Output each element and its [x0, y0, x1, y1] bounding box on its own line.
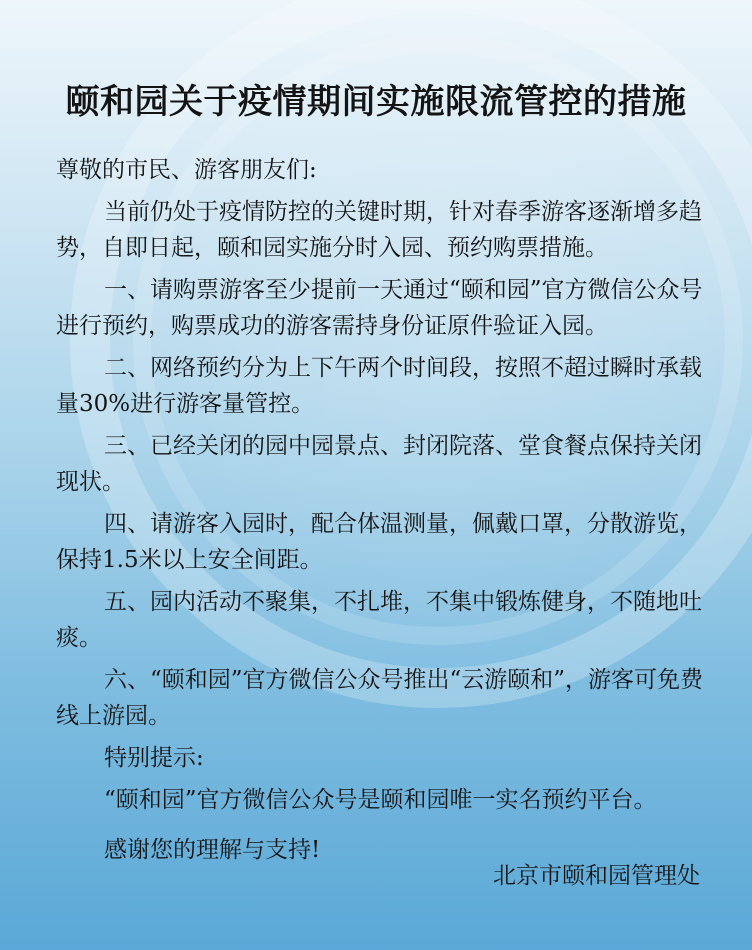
measure-2: 二、网络预约分为上下午两个时间段，按照不超过瞬时承载量30%进行游客量管控。	[56, 355, 702, 417]
measure-1: 一、请购票游客至少提前一天通过“颐和园”官方微信公众号进行预约，购票成功的游客需持身份证原件验证入园。	[56, 277, 703, 339]
greeting: 尊敬的市民、游客朋友们:	[56, 157, 317, 183]
measure-6: 六、“颐和园”官方微信公众号推出“云游颐和”，游客可免费线上游园。	[56, 667, 704, 729]
measure-5: 五、园内活动不聚集，不扎堆，不集中锻炼健身，不随地吐痰。	[56, 589, 702, 651]
notice-body	[56, 152, 706, 868]
thanks: 感谢您的理解与支持!	[104, 837, 321, 863]
measure-3: 三、已经关闭的园中园景点、封闭院落、堂食餐点保持关闭现状。	[56, 433, 702, 495]
intro-paragraph: 当前仍处于疫情防控的关键时期，针对春季游客逐渐增多趋势，自即日起，颐和园实施分时入园、预约购票措施。	[56, 199, 702, 261]
special-label: 特别提示:	[104, 745, 204, 771]
notice-title: 颐和园关于疫情期间实施限流管控的措施	[65, 82, 687, 122]
measure-4: 四、请游客入园时，配合体温测量，佩戴口罩，分散游览，保持1.5米以上安全间距。	[56, 511, 702, 573]
special-text: “颐和园”官方微信公众号是颐和园唯一实名预约平台。	[104, 787, 657, 813]
signature: 北京市颐和园管理处	[493, 863, 700, 889]
